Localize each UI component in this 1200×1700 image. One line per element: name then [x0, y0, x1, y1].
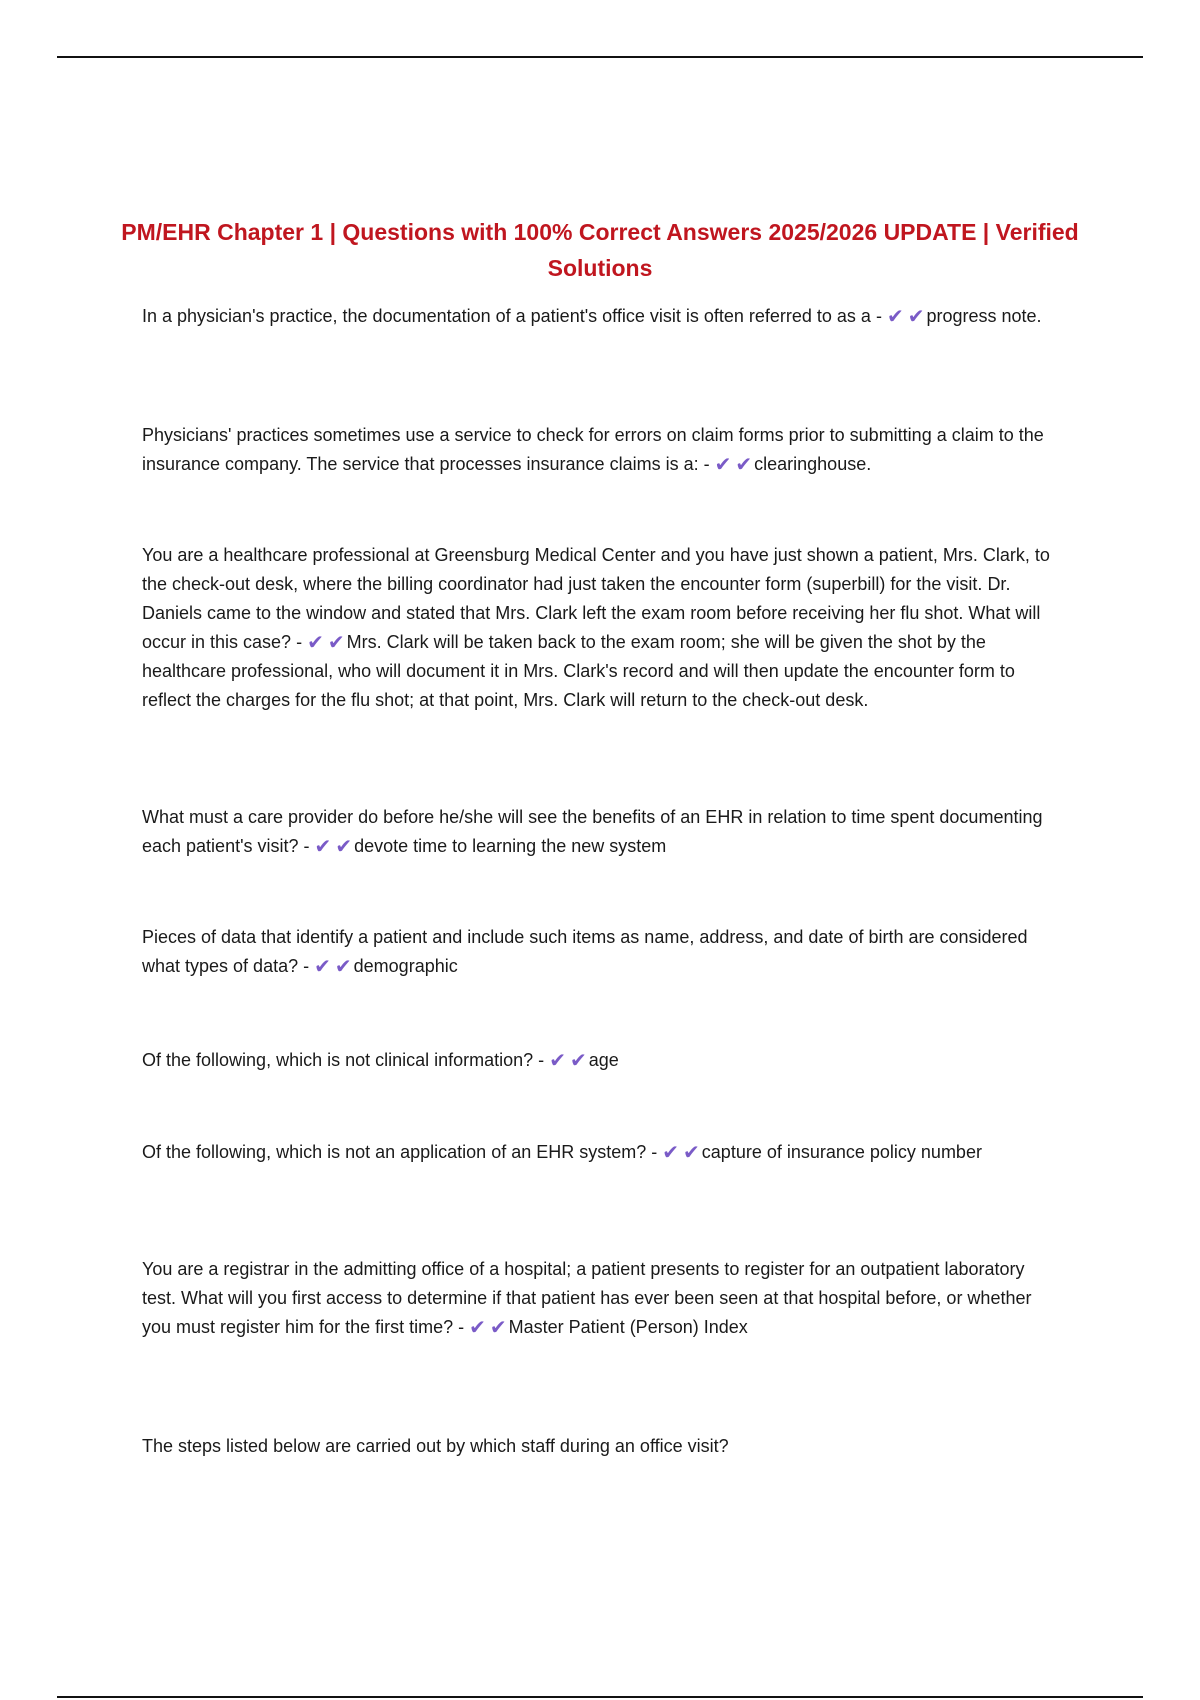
- check-mark-icon: ✔: [334, 956, 352, 978]
- check-mark-icon: ✔: [489, 1317, 507, 1339]
- check-mark-icon: ✔: [335, 836, 353, 858]
- check-mark-icon: ✔: [314, 836, 332, 858]
- answer-text: clearinghouse.: [754, 454, 872, 474]
- check-mark-icon: ✔: [735, 454, 753, 476]
- question-text: In a physician's practice, the documentation of a patient's office visit is often referred to as a -: [142, 306, 882, 326]
- qa-item-6: [142, 1046, 1062, 1075]
- answer-text: age: [588, 1050, 619, 1070]
- question-text: Of the following, which is not an application of an EHR system? -: [142, 1142, 658, 1162]
- answer-text: capture of insurance policy number: [701, 1142, 982, 1162]
- answer-text: demographic: [353, 956, 458, 976]
- question-text: Physicians' practices sometimes use a service to check for errors on claim forms prior to submitting a claim to the insurance company. The service that processes insurance claims is a: -: [142, 425, 1044, 474]
- question-text: Of the following, which is not clinical information? -: [142, 1050, 545, 1070]
- question-text: You are a healthcare professional at Greensburg Medical Center and you have just shown a patient, Mrs. Clark, to the check-out desk, where the billing coordinator had just taken the encounter form (superbill) for the visit. Dr. Daniels came to the window and stated that Mrs. Clark left the exam room before receiving her flu shot. What will occur in this case? -: [142, 545, 1050, 652]
- answer-text: progress note.: [926, 306, 1042, 326]
- qa-item-2: [142, 421, 1062, 479]
- qa-item-7: [142, 1138, 1062, 1167]
- check-mark-icon: ✔: [683, 1142, 700, 1164]
- qa-item-5: [142, 923, 1062, 981]
- check-mark-icon: ✔: [569, 1050, 587, 1072]
- check-mark-icon: ✔: [314, 956, 331, 978]
- question-text: The steps listed below are carried out by which staff during an office visit?: [142, 1436, 729, 1456]
- qa-item-8: [142, 1255, 1062, 1342]
- qa-item-1: [142, 302, 1062, 331]
- check-mark-icon: ✔: [549, 1050, 566, 1072]
- check-mark-icon: ✔: [469, 1317, 486, 1339]
- bottom-rule: [57, 1696, 1143, 1698]
- top-rule: [57, 56, 1143, 58]
- question-text: Pieces of data that identify a patient and include such items as name, address, and date of birth are considered what types of data? -: [142, 927, 1028, 976]
- qa-item-final-question: [142, 1432, 1062, 1461]
- question-text: You are a registrar in the admitting office of a hospital; a patient presents to register for an outpatient laboratory test. What will you first access to determine if that patient has ever been seen at that hospital before, or whether you must register him for the first time? -: [142, 1259, 1032, 1337]
- check-mark-icon: ✔: [662, 1142, 680, 1164]
- qa-item-4: [142, 803, 1062, 861]
- answer-text: Mrs. Clark will be taken back to the exam room; she will be given the shot by the healthcare professional, who will document it in Mrs. Clark's record and will then update the encounter form to reflect the charges for the flu shot; at that point, Mrs. Clark will return to the check-out desk.: [142, 632, 1015, 710]
- answer-text: Master Patient (Person) Index: [508, 1317, 748, 1337]
- check-mark-icon: ✔: [886, 306, 904, 328]
- check-mark-icon: ✔: [907, 306, 925, 328]
- qa-item-3: [142, 541, 1062, 715]
- document-title: PM/EHR Chapter 1 | Questions with 100% Correct Answers 2025/2026 UPDATE | Verified Solutions: [121, 219, 1079, 281]
- answer-text: devote time to learning the new system: [354, 836, 667, 856]
- check-mark-icon: ✔: [327, 632, 345, 654]
- question-text: What must a care provider do before he/she will see the benefits of an EHR in relation to time spent documenting each patient's visit? -: [142, 807, 1043, 856]
- check-mark-icon: ✔: [714, 454, 732, 476]
- check-mark-icon: ✔: [307, 632, 324, 654]
